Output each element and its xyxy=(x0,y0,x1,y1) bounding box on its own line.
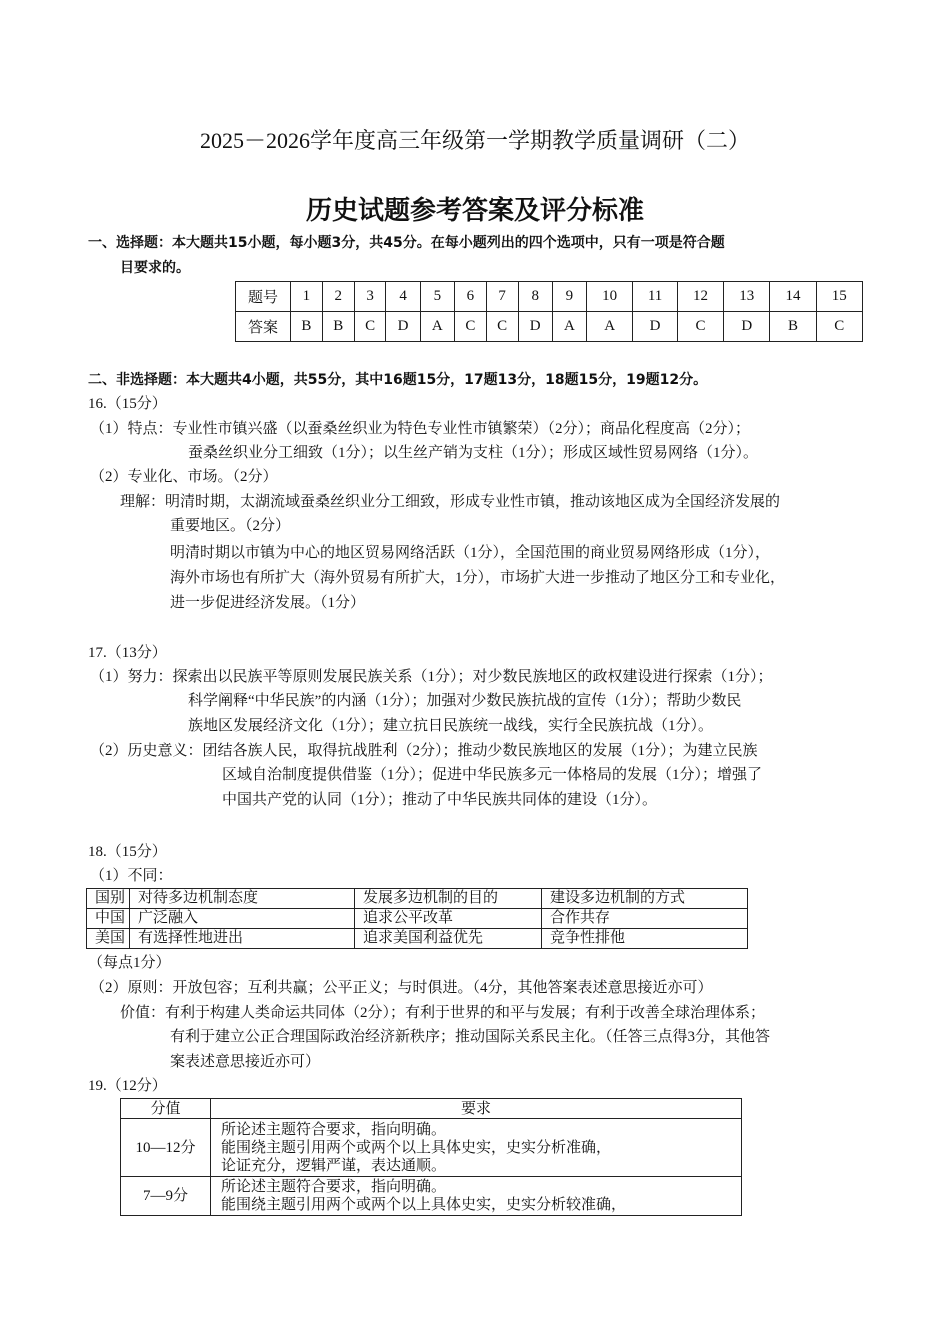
answer-cell: B xyxy=(291,312,323,342)
question-number-cell: 7 xyxy=(486,282,518,312)
q16-line: 理解：明清时期，太湖流域蚕桑丝织业分工细致，形成专业性市镇，推动该地区成为全国经济发展的 xyxy=(120,494,781,510)
answer-cell: C xyxy=(486,312,518,342)
answer-cell: D xyxy=(724,312,770,342)
question-number-cell: 1 xyxy=(291,282,323,312)
requirement-line: 论证充分，逻辑严谨，表达通顺。 xyxy=(221,1157,447,1174)
q17-line: 科学阐释“中华民族”的内涵（1分）；加强对少数民族抗战的宣传（1分）；帮助少数民 xyxy=(188,693,742,709)
answer-cell: D xyxy=(386,312,420,342)
answer-cell: D xyxy=(518,312,552,342)
question-number-cell: 12 xyxy=(677,282,723,312)
question-number-row xyxy=(236,282,863,312)
table-header-cell: 对待多边机制态度 xyxy=(130,889,355,909)
q18-note: （每点1分） xyxy=(88,955,171,971)
question-number-cell: 4 xyxy=(386,282,420,312)
q17-line: 中国共产党的认同（1分）；推动了中华民族共同体的建设（1分）。 xyxy=(222,792,658,808)
q17-line: （2）历史意义：团结各族人民，取得抗战胜利（2分）；推动少数民族地区的发展（1分）；为建立民族 xyxy=(90,743,758,759)
question-number-cell: 10 xyxy=(587,282,633,312)
question-number-cell: 9 xyxy=(552,282,586,312)
table-cell: 美国 xyxy=(87,929,130,949)
answer-cell: D xyxy=(633,312,678,342)
q16-line: 明清时期以市镇为中心的地区贸易网络活跃（1分），全国范围的商业贸易网络形成（1分）， xyxy=(170,545,771,561)
table-header-cell: 分值 xyxy=(121,1099,211,1119)
question-number-cell: 13 xyxy=(724,282,770,312)
table-cell: 有选择性地进出 xyxy=(130,929,355,949)
table-cell: 追求美国利益优先 xyxy=(355,929,542,949)
q18-heading: 18.（15分） xyxy=(88,844,167,860)
table-header-cell: 国别 xyxy=(87,889,130,909)
answer-cell: A xyxy=(420,312,454,342)
requirement-cell xyxy=(211,1177,742,1216)
q18-line: （2）原则：开放包容；互利共赢；公平正义；与时俱进。（4分，其他答案表述意思接近亦可） xyxy=(90,980,713,996)
score-cell: 7—9分 xyxy=(121,1177,211,1216)
q16-line: （2）专业化、市场。（2分） xyxy=(90,469,278,485)
question-number-cell: 2 xyxy=(322,282,354,312)
q16-line: （1）特点：专业性市镇兴盛（以蚕桑丝织业为特色专业性市镇繁荣）（2分）；商品化程度高（2分）； xyxy=(90,421,751,437)
page-title: 历史试题参考答案及评分标准 xyxy=(305,196,644,226)
q18-sub1: （1）不同： xyxy=(90,868,173,884)
answer-cell: C xyxy=(677,312,723,342)
comparison-table xyxy=(86,888,748,949)
q16-line: 蚕桑丝织业分工细致（1分）；以生丝产销为支柱（1分）；形成区域性贸易网络（1分）。 xyxy=(188,445,759,461)
section1-heading-cont: 目要求的。 xyxy=(120,260,190,276)
q17-line: 族地区发展经济文化（1分）；建立抗日民族统一战线，实行全民族抗战（1分）。 xyxy=(188,718,714,734)
mc-answer-table xyxy=(235,281,863,342)
table-header-row xyxy=(121,1099,742,1119)
table-row xyxy=(121,1119,742,1177)
q17-line: （1）努力：探索出以民族平等原则发展民族关系（1分）；对少数民族地区的政权建设进行探索（1分）； xyxy=(90,669,773,685)
table-cell: 中国 xyxy=(87,909,130,929)
row-label: 答案 xyxy=(236,312,291,342)
answer-cell: B xyxy=(770,312,816,342)
q16-heading: 16.（15分） xyxy=(88,396,167,412)
question-number-cell: 8 xyxy=(518,282,552,312)
table-row xyxy=(87,929,748,949)
requirement-cell xyxy=(211,1119,742,1177)
q16-line: 重要地区。（2分） xyxy=(170,518,291,534)
answer-cell: C xyxy=(454,312,486,342)
q16-line: 海外市场也有所扩大（海外贸易有所扩大，1分），市场扩大进一步推动了地区分工和专业化， xyxy=(170,570,786,586)
answer-cell: C xyxy=(816,312,862,342)
table-header-row xyxy=(87,889,748,909)
q18-line: 有利于建立公正合理国际政治经济新秩序；推动国际关系民主化。（任答三点得3分，其他答 xyxy=(170,1029,771,1045)
table-cell: 追求公平改革 xyxy=(355,909,542,929)
table-cell: 合作共存 xyxy=(542,909,748,929)
q16-line: 进一步促进经济发展。（1分） xyxy=(170,595,366,611)
table-cell: 广泛融入 xyxy=(130,909,355,929)
table-header-cell: 发展多边机制的目的 xyxy=(355,889,542,909)
question-number-cell: 6 xyxy=(454,282,486,312)
exam-title: 2025－2026学年度高三年级第一学期教学质量调研（二） xyxy=(199,128,750,153)
requirement-line: 所论述主题符合要求，指向明确。 xyxy=(221,1179,447,1195)
answer-row xyxy=(236,312,863,342)
answer-cell: A xyxy=(552,312,586,342)
table-row xyxy=(87,909,748,929)
requirement-line: 能围绕主题引用两个或两个以上具体史实，史实分析准确， xyxy=(221,1139,612,1156)
table-row xyxy=(121,1177,742,1216)
q17-line: 区域自治制度提供借鉴（1分）；促进中华民族多元一体格局的发展（1分）；增强了 xyxy=(222,767,763,783)
answer-cell: C xyxy=(354,312,386,342)
requirement-line: 所论述主题符合要求，指向明确。 xyxy=(221,1121,447,1138)
row-label: 题号 xyxy=(236,282,291,312)
answer-cell: B xyxy=(322,312,354,342)
score-cell: 10—12分 xyxy=(121,1119,211,1177)
table-cell: 竞争性排他 xyxy=(542,929,748,949)
table-header-cell: 要求 xyxy=(211,1099,742,1119)
question-number-cell: 5 xyxy=(420,282,454,312)
table-header-cell: 建设多边机制的方式 xyxy=(542,889,748,909)
requirement-line: 能围绕主题引用两个或两个以上具体史实，史实分析较准确， xyxy=(221,1197,627,1213)
scoring-table xyxy=(120,1098,742,1216)
section2-heading: 二、非选择题：本大题共4小题，共55分，其中16题15分，17题13分，18题15分，19题12分。 xyxy=(88,372,708,388)
question-number-cell: 15 xyxy=(816,282,862,312)
answer-cell: A xyxy=(587,312,633,342)
section1-heading: 一、选择题：本大题共15小题，每小题3分，共45分。在每小题列出的四个选项中，只有一项是符合题 xyxy=(88,235,725,251)
q17-heading: 17.（13分） xyxy=(88,645,167,661)
question-number-cell: 14 xyxy=(770,282,816,312)
q18-line: 案表述意思接近亦可） xyxy=(170,1054,321,1070)
q18-line: 价值：有利于构建人类命运共同体（2分）；有利于世界的和平与发展；有利于改善全球治理体系； xyxy=(120,1005,766,1021)
q19-heading: 19.（12分） xyxy=(88,1078,167,1094)
question-number-cell: 3 xyxy=(354,282,386,312)
question-number-cell: 11 xyxy=(633,282,678,312)
